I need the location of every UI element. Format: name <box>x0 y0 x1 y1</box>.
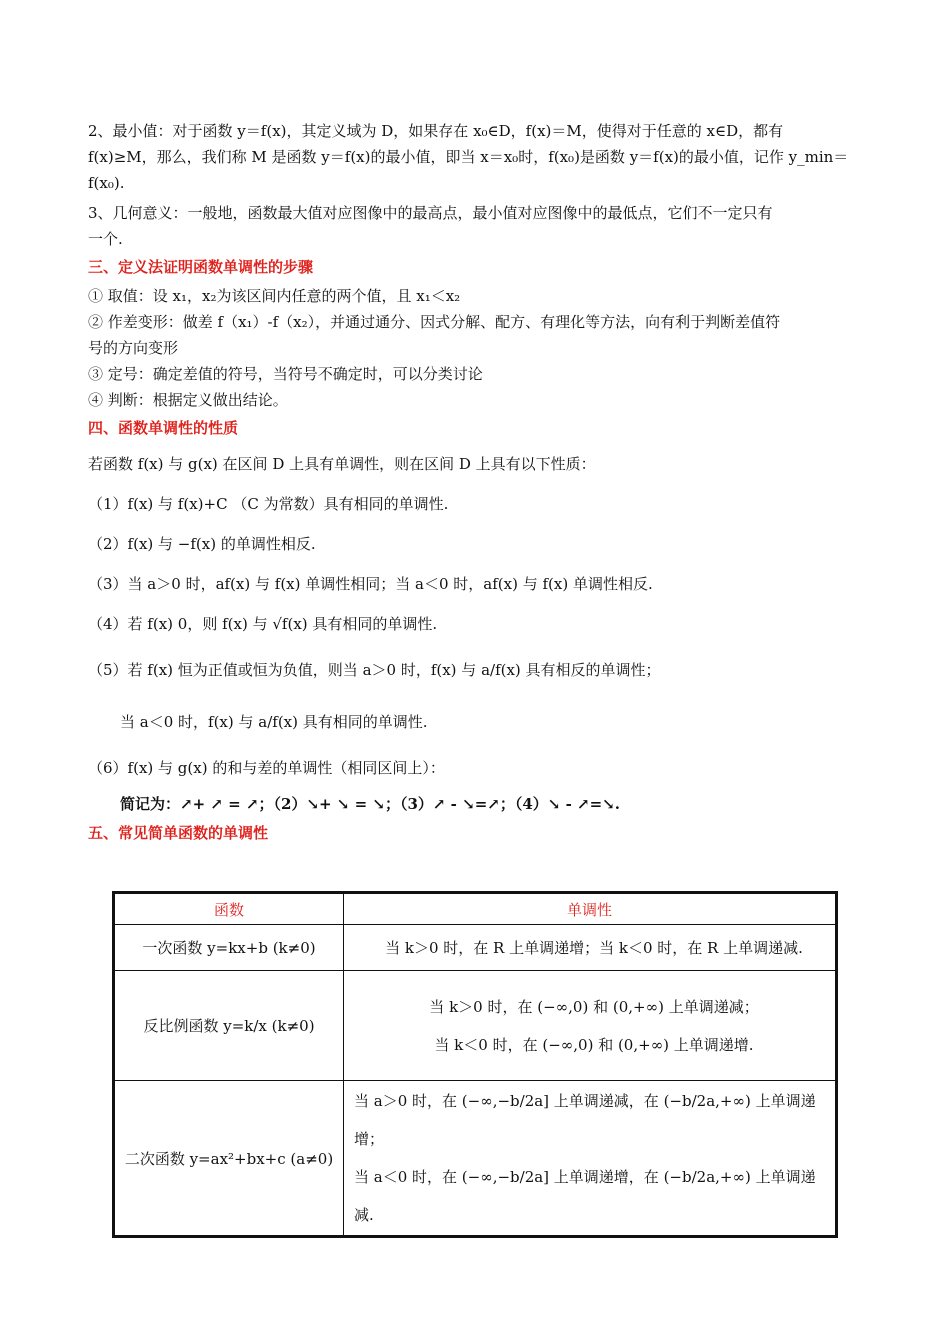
monotonicity-table <box>112 891 838 1238</box>
quadratic-monotonicity-line: 当 a＜0 时，在 (−∞,−b/2a] 上单调递增，在 (−b/2a,+∞) 上单调递减. <box>354 1168 816 1224</box>
step-2-continued: 号的方向变形 <box>88 339 179 357</box>
property-intro: 若函数 f(x) 与 g(x) 在区间 D 上具有单调性，则在区间 D 上具有以下性质： <box>88 455 596 473</box>
min-value-definition-line: 2、最小值：对于函数 y＝f(x)，其定义域为 D，如果存在 x₀∈D，f(x)＝M，使得对于任意的 x∈D，都有 <box>88 122 784 140</box>
property-2: （2）f(x) 与 −f(x) 的单调性相反. <box>88 535 316 553</box>
property-5: （5）若 f(x) 恒为正值或恒为负值，则当 a＞0 时，f(x) 与 a/f(x) 具有相反的单调性； <box>88 661 661 679</box>
property-3: （3）当 a＞0 时，af(x) 与 f(x) 单调性相同；当 a＜0 时，af(x) 与 f(x) 单调性相反. <box>88 575 653 593</box>
inverse-monotonicity-line: 当 k＞0 时，在 (−∞,0) 和 (0,+∞) 上单调递减； <box>429 997 759 1016</box>
step-3: ③ 定号：确定差值的符号，当符号不确定时，可以分类讨论 <box>88 365 483 383</box>
property-5-continued: 当 a＜0 时，f(x) 与 a/f(x) 具有相同的单调性. <box>120 713 428 731</box>
document-body <box>88 118 862 849</box>
property-1: （1）f(x) 与 f(x)+C （C 为常数）具有相同的单调性. <box>88 495 449 513</box>
geometric-meaning-line: 一个. <box>88 230 123 248</box>
step-4: ④ 判断：根据定义做出结论。 <box>88 391 288 409</box>
section-3-title: 三、定义法证明函数单调性的步骤 <box>88 258 314 276</box>
min-value-definition-line: f(x₀). <box>88 174 125 192</box>
table-cell-linear-monotonicity: 当 k＞0 时，在 R 上单调递增；当 k＜0 时，在 R 上单调递减. <box>344 925 837 971</box>
table-cell-inverse-function: 反比例函数 y=k/x (k≠0) <box>114 971 344 1081</box>
quadratic-monotonicity-line: 当 a＞0 时，在 (−∞,−b/2a] 上单调递减，在 (−b/2a,+∞) 上单调递增； <box>354 1092 816 1148</box>
section-4-title: 四、函数单调性的性质 <box>88 419 239 437</box>
inverse-monotonicity-line: 当 k＜0 时，在 (−∞,0) 和 (0,+∞) 上单调递增. <box>434 1035 754 1054</box>
table-header-monotonicity: 单调性 <box>344 893 837 925</box>
geometric-meaning-line: 3、几何意义：一般地，函数最大值对应图像中的最高点，最小值对应图像中的最低点，它们不一定只有 <box>88 204 773 222</box>
property-6-summary: 简记为：↗+ ↗ = ↗；（2）↘+ ↘ = ↘；（3）↗ - ↘=↗；（4）↘ - ↗=↘. <box>120 795 620 813</box>
table-cell-inverse-monotonicity <box>344 971 837 1081</box>
table-cell-quadratic-function: 二次函数 y=ax²+bx+c (a≠0) <box>114 1081 344 1237</box>
property-4: （4）若 f(x) 0，则 f(x) 与 √f(x) 具有相同的单调性. <box>88 615 438 633</box>
section-5-title: 五、常见简单函数的单调性 <box>88 824 269 842</box>
table-header-function: 函数 <box>114 893 344 925</box>
table-cell-linear-function: 一次函数 y=kx+b (k≠0) <box>114 925 344 971</box>
step-1: ① 取值：设 x₁，x₂为该区间内任意的两个值，且 x₁＜x₂ <box>88 287 461 305</box>
min-value-definition-line: f(x)≥M，那么，我们称 M 是函数 y＝f(x)的最小值，即当 x＝x₀时，f(x₀)是函数 y＝f(x)的最小值，记作 y_min＝ <box>88 148 849 166</box>
step-2: ② 作差变形：做差 f（x₁）-f（x₂），并通过通分、因式分解、配方、有理化等方法，向有利于判断差值符 <box>88 313 781 331</box>
property-6: （6）f(x) 与 g(x) 的和与差的单调性（相同区间上）： <box>88 759 445 777</box>
table-cell-quadratic-monotonicity <box>344 1081 837 1237</box>
